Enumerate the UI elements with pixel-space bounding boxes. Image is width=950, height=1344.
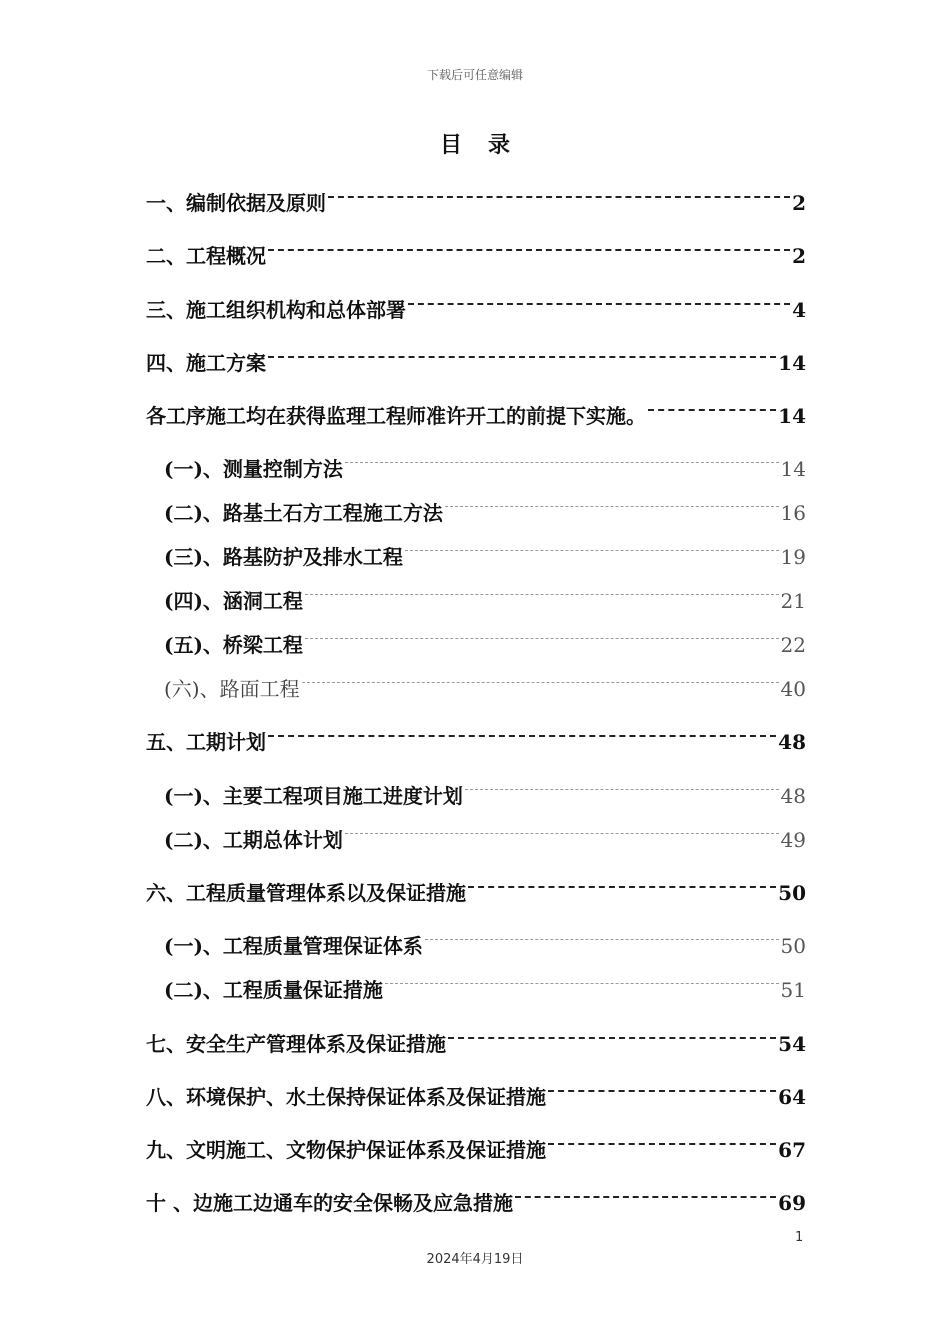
- toc-entry-label: 十 、边施工边通车的安全保畅及应急措施: [146, 1191, 513, 1215]
- toc-leader-dashes: [385, 969, 779, 997]
- toc-entry[interactable]: [164, 775, 806, 808]
- toc-leader-dashes: [405, 536, 779, 564]
- toc-entry-label: (一)、测量控制方法: [164, 457, 343, 481]
- toc-leader-dashes: [548, 1129, 776, 1157]
- toc-entry[interactable]: [164, 819, 806, 852]
- toc-entry-label: (三)、路基防护及排水工程: [164, 545, 403, 569]
- footer-date: 2024年4月19日: [426, 1252, 524, 1267]
- toc-entry-page: 14: [780, 457, 806, 481]
- toc-entry-label: 七、安全生产管理体系及保证措施: [146, 1032, 446, 1056]
- toc-entry[interactable]: [146, 1129, 806, 1162]
- toc-entry[interactable]: [164, 925, 806, 958]
- toc-entry[interactable]: [164, 668, 806, 701]
- toc-leader-dashes: [268, 342, 776, 370]
- header-note: 下载后可任意编辑: [426, 68, 523, 82]
- toc-entry-page: 69: [778, 1191, 806, 1215]
- toc-leader-dashes: [408, 289, 790, 317]
- toc-entry-page: 14: [778, 404, 806, 428]
- toc-entry-label: 各工序施工均在获得监理工程师准许开工的前提下实施。: [146, 404, 646, 428]
- toc-entry-label: 五、工期计划: [146, 730, 266, 754]
- toc-entry-label: 四、施工方案: [146, 351, 266, 375]
- toc-entry[interactable]: [146, 721, 806, 754]
- toc-entry-page: 51: [780, 978, 806, 1002]
- toc-entry[interactable]: [164, 969, 806, 1002]
- toc-leader-dashes: [268, 235, 790, 263]
- toc-entry[interactable]: [164, 448, 806, 481]
- toc-entry-label: (一)、工程质量管理保证体系: [164, 934, 423, 958]
- toc-entry-label: (六)、路面工程: [164, 677, 300, 701]
- toc-entry-page: 49: [780, 828, 806, 852]
- toc-entry-page: 21: [780, 589, 806, 613]
- toc-leader-dashes: [305, 624, 779, 652]
- toc-entry[interactable]: [164, 624, 806, 657]
- toc-entry-page: 2: [792, 244, 806, 268]
- toc-entry-label: 六、工程质量管理体系以及保证措施: [146, 881, 466, 905]
- toc-entry-label: 二、工程概况: [146, 244, 266, 268]
- page-title: 目录: [439, 132, 536, 158]
- toc-leader-dashes: [345, 819, 779, 847]
- toc-entry-page: 14: [778, 351, 806, 375]
- toc-entry[interactable]: [164, 536, 806, 569]
- toc-leader-dashes: [345, 448, 779, 476]
- toc-entry-label: (二)、工期总体计划: [164, 828, 343, 852]
- toc-entry[interactable]: [146, 342, 806, 375]
- toc-entry-page: 67: [778, 1138, 806, 1162]
- toc-entry[interactable]: [146, 289, 806, 322]
- toc-entry-page: 19: [780, 545, 806, 569]
- toc-entry[interactable]: [146, 1182, 806, 1215]
- toc-entry-page: 54: [778, 1032, 806, 1056]
- toc-entry-label: (一)、主要工程项目施工进度计划: [164, 784, 463, 808]
- toc-leader-dashes: [465, 775, 779, 803]
- toc-entry-label: 九、文明施工、文物保护保证体系及保证措施: [146, 1138, 546, 1162]
- toc-entry-label: 八、环境保护、水土保持保证体系及保证措施: [146, 1085, 546, 1109]
- toc-entry[interactable]: [164, 580, 806, 613]
- toc-leader-dashes: [425, 925, 779, 953]
- toc-entry[interactable]: [146, 1076, 806, 1109]
- toc-entry-label: (二)、路基土石方工程施工方法: [164, 501, 443, 525]
- toc-entry-page: 64: [778, 1085, 806, 1109]
- toc-entry-label: 三、施工组织机构和总体部署: [146, 298, 406, 322]
- toc-entry-page: 48: [780, 784, 806, 808]
- toc-leader-dashes: [328, 182, 790, 210]
- toc-leader-dashes: [445, 492, 779, 520]
- toc-leader-dashes: [448, 1023, 776, 1051]
- toc-leader-dashes: [648, 395, 776, 423]
- toc-entry-label: (五)、桥梁工程: [164, 633, 303, 657]
- toc-leader-dashes: [548, 1076, 776, 1104]
- toc-entry[interactable]: [146, 235, 806, 268]
- toc-entry-label: 一、编制依据及原则: [146, 191, 326, 215]
- toc-entry-page: 48: [778, 730, 806, 754]
- toc-entry-page: 22: [780, 633, 806, 657]
- toc-entry[interactable]: [146, 182, 806, 215]
- toc-entry-page: 50: [778, 881, 806, 905]
- toc-leader-dashes: [515, 1182, 776, 1210]
- toc-entry-label: (四)、涵洞工程: [164, 589, 303, 613]
- toc-entry-page: 50: [780, 934, 806, 958]
- page-number: 1: [795, 1230, 804, 1245]
- toc-entry-page: 4: [792, 298, 806, 322]
- toc-leader-dashes: [268, 721, 776, 749]
- toc-entry[interactable]: [164, 492, 806, 525]
- toc-entry-label: (二)、工程质量保证措施: [164, 978, 383, 1002]
- toc-entry-page: 40: [780, 677, 806, 701]
- toc-leader-dashes: [302, 668, 779, 696]
- toc-leader-dashes: [305, 580, 779, 608]
- toc-entry[interactable]: [146, 872, 806, 905]
- toc-leader-dashes: [468, 872, 776, 900]
- toc-entry[interactable]: [146, 395, 806, 428]
- toc-entry[interactable]: [146, 1023, 806, 1056]
- toc-entry-page: 2: [792, 191, 806, 215]
- toc-entry-page: 16: [780, 501, 806, 525]
